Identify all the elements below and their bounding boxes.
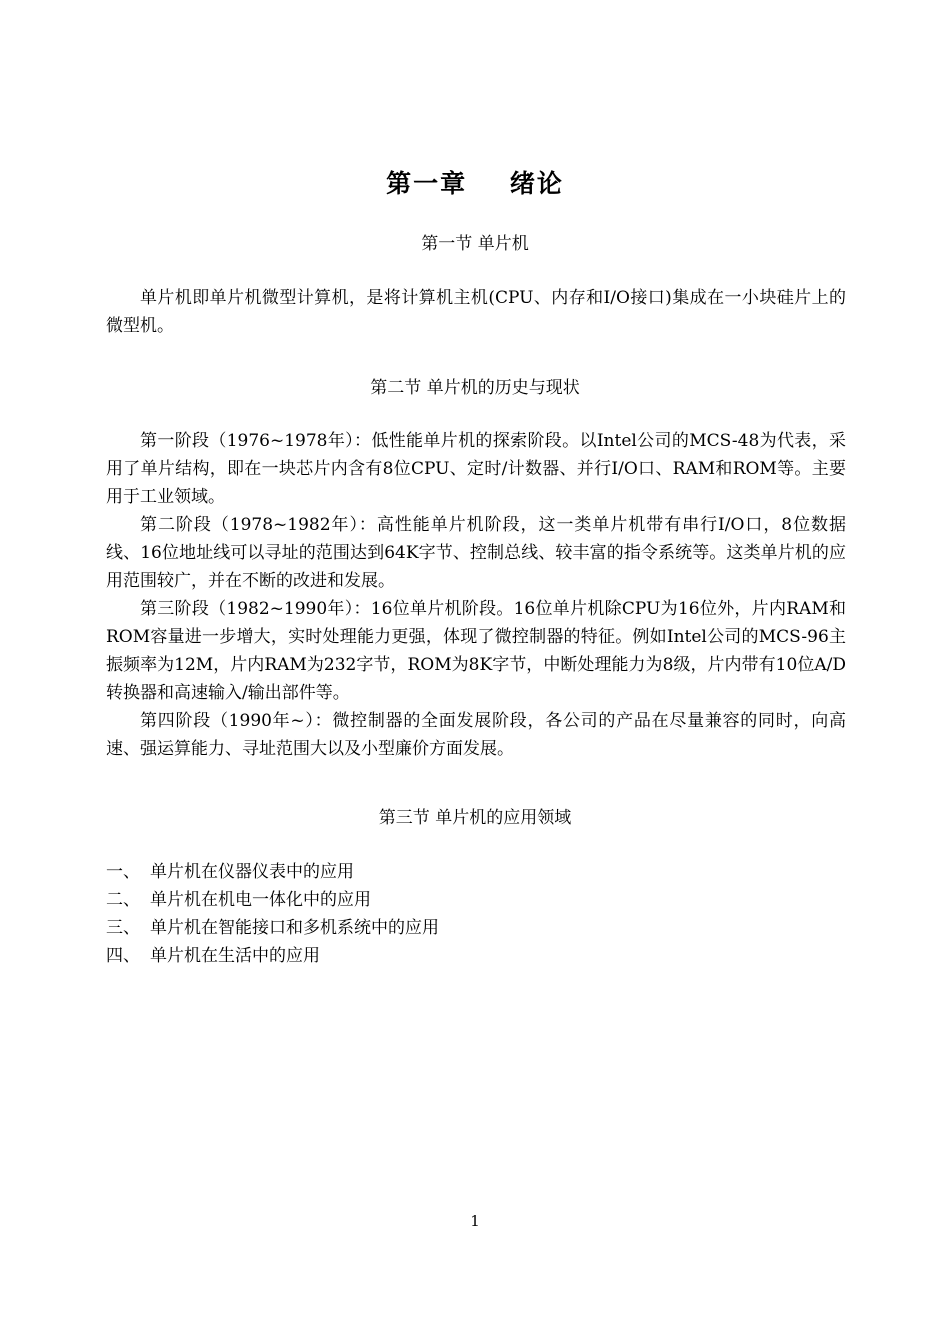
- paragraph: 第一阶段（1976~1978年）：低性能单片机的探索阶段。以Intel公司的MCS-48为代表，采用了单片结构，即在一块芯片内含有8位CPU、定时/计数器、并行I/O口、RAM和ROM等。主要用于工业领域。: [106, 431, 846, 507]
- paragraph: 第三阶段（1982~1990年）：16位单片机阶段。16位单片机除CPU为16位外，片内RAM和ROM容量进一步增大，实时处理能力更强，体现了微控制器的特征。例如Intel公司的MCS-96主振频率为12M，片内RAM为232字节，ROM为8K字节，中断处理能力为8级，片内带有10位A/D转换器和高速输入/输出部件等。: [106, 599, 846, 703]
- paragraph: 第二阶段（1978~1982年）：高性能单片机阶段，这一类单片机带有串行I/O口，8位数据线、16位地址线可以寻址的范围达到64K字节、控制总线、较丰富的指令系统等。这类单片机的应用范围较广，并在不断的改进和发展。: [106, 515, 846, 591]
- list-item: [106, 942, 846, 970]
- section-title-3: 第三节 单片机的应用领域: [378, 808, 572, 828]
- section-2-body: [106, 427, 846, 763]
- list-text: 单片机在机电一体化中的应用: [150, 890, 371, 910]
- list-number: 一、: [106, 862, 140, 882]
- chapter-title: 第一章 绪论: [386, 169, 564, 198]
- section-title-2: 第二节 单片机的历史与现状: [370, 378, 580, 398]
- list-text: 单片机在仪器仪表中的应用: [150, 862, 354, 882]
- list-item: [106, 914, 846, 942]
- list-text: 单片机在智能接口和多机系统中的应用: [150, 918, 439, 938]
- list-number: 二、: [106, 890, 140, 910]
- section-title-1: 第一节 单片机: [421, 234, 529, 254]
- application-list: [106, 858, 846, 970]
- list-item: [106, 886, 846, 914]
- section-1-body: [106, 284, 846, 340]
- page-number: 1: [470, 1212, 480, 1230]
- paragraph: 单片机即单片机微型计算机，是将计算机主机(CPU、内存和I/O接口)集成在一小块硅片上的微型机。: [106, 288, 846, 336]
- list-text: 单片机在生活中的应用: [150, 946, 320, 966]
- paragraph: 第四阶段（1990年~）：微控制器的全面发展阶段，各公司的产品在尽量兼容的同时，向高速、强运算能力、寻址范围大以及小型廉价方面发展。: [106, 711, 846, 759]
- list-number: 四、: [106, 946, 140, 966]
- list-number: 三、: [106, 918, 140, 938]
- list-item: [106, 858, 846, 886]
